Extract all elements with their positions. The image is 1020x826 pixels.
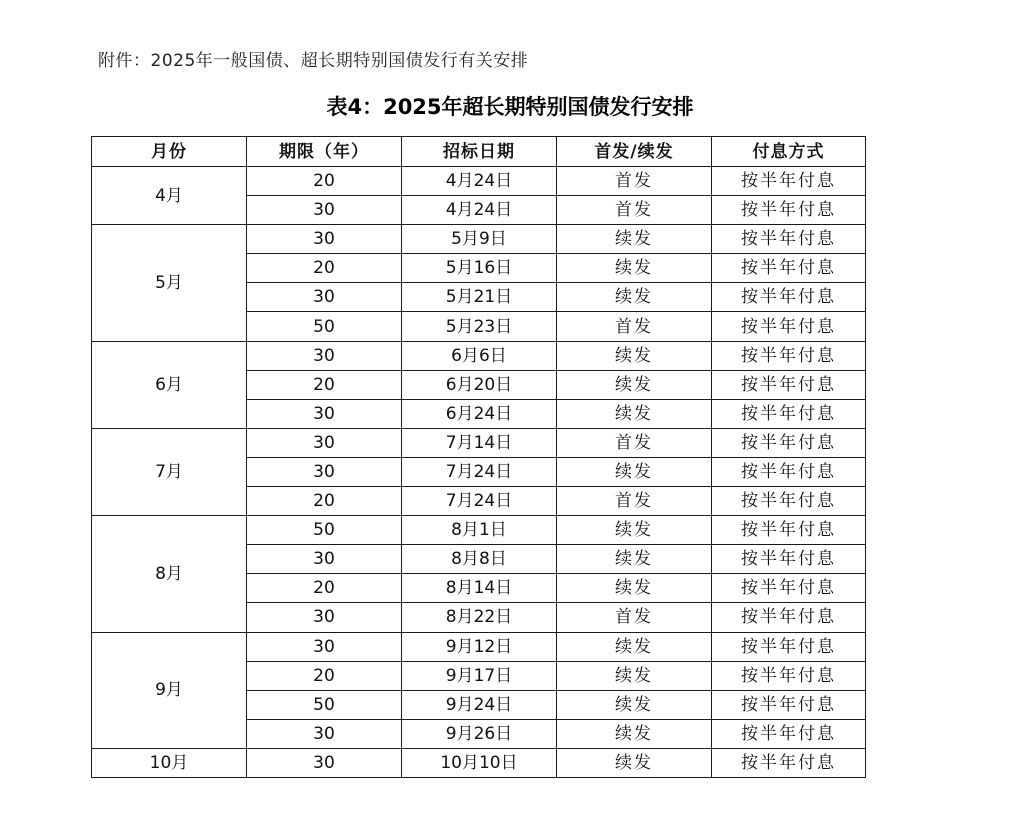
payment-method-cell: 按半年付息 bbox=[712, 603, 866, 632]
table-row bbox=[92, 341, 866, 370]
auction-date-cell: 8月14日 bbox=[402, 574, 557, 603]
term-cell: 30 bbox=[247, 748, 402, 777]
issue-type-cell: 续发 bbox=[557, 399, 712, 428]
auction-date-cell: 8月22日 bbox=[402, 603, 557, 632]
month-cell: 4月 bbox=[92, 167, 247, 225]
payment-method-cell: 按半年付息 bbox=[712, 457, 866, 486]
table-row bbox=[92, 516, 866, 545]
payment-method-cell: 按半年付息 bbox=[712, 225, 866, 254]
term-cell: 50 bbox=[247, 516, 402, 545]
payment-method-cell: 按半年付息 bbox=[712, 370, 866, 399]
issue-type-cell: 续发 bbox=[557, 690, 712, 719]
payment-method-cell: 按半年付息 bbox=[712, 283, 866, 312]
auction-date-cell: 7月24日 bbox=[402, 457, 557, 486]
payment-method-cell: 按半年付息 bbox=[712, 312, 866, 341]
header-issue-type: 首发/续发 bbox=[557, 137, 712, 167]
issue-type-cell: 续发 bbox=[557, 719, 712, 748]
month-cell: 9月 bbox=[92, 632, 247, 748]
issue-type-cell: 续发 bbox=[557, 457, 712, 486]
auction-date-cell: 10月10日 bbox=[402, 748, 557, 777]
table-row bbox=[92, 167, 866, 196]
table-title: 表4：2025年超长期特别国债发行安排 bbox=[326, 95, 694, 119]
month-cell: 10月 bbox=[92, 748, 247, 777]
term-cell: 30 bbox=[247, 603, 402, 632]
payment-method-cell: 按半年付息 bbox=[712, 428, 866, 457]
table-row bbox=[92, 428, 866, 457]
issue-type-cell: 首发 bbox=[557, 487, 712, 516]
table-row bbox=[92, 225, 866, 254]
auction-date-cell: 9月24日 bbox=[402, 690, 557, 719]
payment-method-cell: 按半年付息 bbox=[712, 661, 866, 690]
auction-date-cell: 4月24日 bbox=[402, 167, 557, 196]
term-cell: 20 bbox=[247, 574, 402, 603]
term-cell: 20 bbox=[247, 167, 402, 196]
term-cell: 30 bbox=[247, 341, 402, 370]
table-row bbox=[92, 632, 866, 661]
bond-schedule-table bbox=[91, 136, 866, 778]
term-cell: 30 bbox=[247, 632, 402, 661]
term-cell: 20 bbox=[247, 661, 402, 690]
payment-method-cell: 按半年付息 bbox=[712, 545, 866, 574]
issue-type-cell: 续发 bbox=[557, 225, 712, 254]
issue-type-cell: 续发 bbox=[557, 283, 712, 312]
issue-type-cell: 续发 bbox=[557, 370, 712, 399]
payment-method-cell: 按半年付息 bbox=[712, 516, 866, 545]
auction-date-cell: 9月12日 bbox=[402, 632, 557, 661]
issue-type-cell: 续发 bbox=[557, 545, 712, 574]
auction-date-cell: 6月6日 bbox=[402, 341, 557, 370]
table-body bbox=[92, 167, 866, 778]
term-cell: 30 bbox=[247, 225, 402, 254]
auction-date-cell: 5月16日 bbox=[402, 254, 557, 283]
auction-date-cell: 4月24日 bbox=[402, 196, 557, 225]
auction-date-cell: 9月17日 bbox=[402, 661, 557, 690]
payment-method-cell: 按半年付息 bbox=[712, 719, 866, 748]
table-header bbox=[92, 137, 866, 167]
payment-method-cell: 按半年付息 bbox=[712, 632, 866, 661]
term-cell: 30 bbox=[247, 283, 402, 312]
auction-date-cell: 5月9日 bbox=[402, 225, 557, 254]
header-row bbox=[92, 137, 866, 167]
issue-type-cell: 首发 bbox=[557, 603, 712, 632]
auction-date-cell: 5月21日 bbox=[402, 283, 557, 312]
term-cell: 30 bbox=[247, 719, 402, 748]
term-cell: 30 bbox=[247, 196, 402, 225]
term-cell: 30 bbox=[247, 399, 402, 428]
header-auction-date: 招标日期 bbox=[402, 137, 557, 167]
term-cell: 50 bbox=[247, 690, 402, 719]
header-month: 月份 bbox=[92, 137, 247, 167]
term-cell: 50 bbox=[247, 312, 402, 341]
issue-type-cell: 续发 bbox=[557, 254, 712, 283]
payment-method-cell: 按半年付息 bbox=[712, 748, 866, 777]
issue-type-cell: 续发 bbox=[557, 516, 712, 545]
term-cell: 20 bbox=[247, 487, 402, 516]
issue-type-cell: 首发 bbox=[557, 312, 712, 341]
payment-method-cell: 按半年付息 bbox=[712, 690, 866, 719]
payment-method-cell: 按半年付息 bbox=[712, 196, 866, 225]
auction-date-cell: 9月26日 bbox=[402, 719, 557, 748]
issue-type-cell: 首发 bbox=[557, 196, 712, 225]
payment-method-cell: 按半年付息 bbox=[712, 254, 866, 283]
header-payment-method: 付息方式 bbox=[712, 137, 866, 167]
term-cell: 30 bbox=[247, 545, 402, 574]
auction-date-cell: 6月24日 bbox=[402, 399, 557, 428]
auction-date-cell: 5月23日 bbox=[402, 312, 557, 341]
auction-date-cell: 6月20日 bbox=[402, 370, 557, 399]
issue-type-cell: 续发 bbox=[557, 661, 712, 690]
month-cell: 7月 bbox=[92, 428, 247, 515]
issue-type-cell: 首发 bbox=[557, 167, 712, 196]
attachment-note: 附件：2025年一般国债、超长期特别国债发行有关安排 bbox=[98, 51, 529, 71]
issue-type-cell: 首发 bbox=[557, 428, 712, 457]
auction-date-cell: 8月1日 bbox=[402, 516, 557, 545]
payment-method-cell: 按半年付息 bbox=[712, 399, 866, 428]
issue-type-cell: 续发 bbox=[557, 341, 712, 370]
term-cell: 30 bbox=[247, 457, 402, 486]
term-cell: 20 bbox=[247, 370, 402, 399]
payment-method-cell: 按半年付息 bbox=[712, 574, 866, 603]
table-row bbox=[92, 748, 866, 777]
payment-method-cell: 按半年付息 bbox=[712, 167, 866, 196]
auction-date-cell: 7月14日 bbox=[402, 428, 557, 457]
header-term: 期限（年） bbox=[247, 137, 402, 167]
auction-date-cell: 7月24日 bbox=[402, 487, 557, 516]
month-cell: 5月 bbox=[92, 225, 247, 341]
month-cell: 6月 bbox=[92, 341, 247, 428]
auction-date-cell: 8月8日 bbox=[402, 545, 557, 574]
month-cell: 8月 bbox=[92, 516, 247, 632]
issue-type-cell: 续发 bbox=[557, 574, 712, 603]
payment-method-cell: 按半年付息 bbox=[712, 487, 866, 516]
issue-type-cell: 续发 bbox=[557, 632, 712, 661]
issue-type-cell: 续发 bbox=[557, 748, 712, 777]
term-cell: 20 bbox=[247, 254, 402, 283]
term-cell: 30 bbox=[247, 428, 402, 457]
payment-method-cell: 按半年付息 bbox=[712, 341, 866, 370]
